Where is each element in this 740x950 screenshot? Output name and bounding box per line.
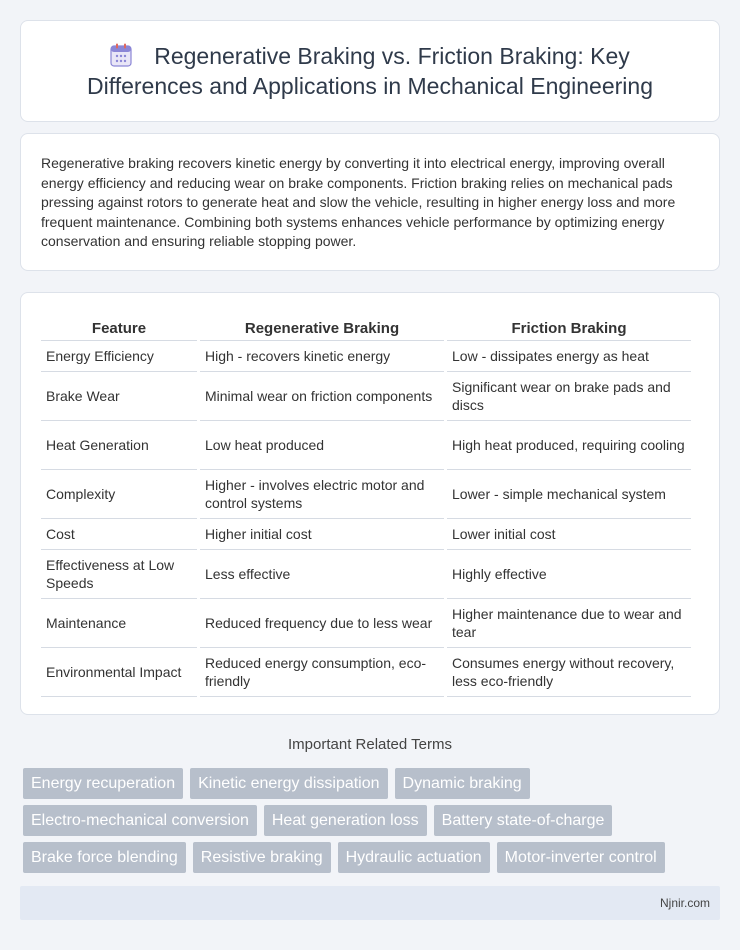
table-row: [41, 421, 691, 470]
table-row: [41, 470, 691, 519]
comparison-table-card: [20, 292, 720, 715]
term-tag[interactable]: Resistive braking: [193, 842, 331, 873]
cell-regenerative: Higher initial cost: [200, 519, 444, 550]
cell-friction: Consumes energy without recovery, less eco-friendly: [447, 648, 691, 697]
footer-site[interactable]: Njnir.com: [659, 896, 710, 910]
term-tag[interactable]: Kinetic energy dissipation: [190, 768, 387, 799]
term-tag[interactable]: Battery state-of-charge: [434, 805, 613, 836]
cell-friction: Significant wear on brake pads and discs: [447, 372, 691, 421]
cell-friction: Lower initial cost: [447, 519, 691, 550]
page-title: [50, 41, 690, 101]
cell-feature: Cost: [41, 519, 197, 550]
header-friction: Friction Braking: [447, 311, 691, 341]
term-tag[interactable]: Motor-inverter control: [497, 842, 665, 873]
cell-regenerative: High - recovers kinetic energy: [200, 341, 444, 372]
related-terms: [23, 768, 723, 879]
term-tag[interactable]: Energy recuperation: [23, 768, 183, 799]
term-tag[interactable]: Hydraulic actuation: [338, 842, 490, 873]
header-feature: Feature: [41, 311, 197, 341]
table-header-row: [41, 311, 691, 341]
cell-regenerative: Reduced frequency due to less wear: [200, 599, 444, 648]
cell-feature: Environmental Impact: [41, 648, 197, 697]
cell-regenerative: Less effective: [200, 550, 444, 599]
cell-regenerative: Minimal wear on friction components: [200, 372, 444, 421]
term-tag[interactable]: Electro-mechanical conversion: [23, 805, 257, 836]
term-tag[interactable]: Dynamic braking: [395, 768, 530, 799]
calendar-icon: [110, 43, 132, 67]
table-row: [41, 519, 691, 550]
cell-regenerative: Higher - involves electric motor and control systems: [200, 470, 444, 519]
cell-regenerative: Low heat produced: [200, 421, 444, 470]
header-regenerative: Regenerative Braking: [200, 311, 444, 341]
term-row: [23, 842, 723, 873]
cell-feature: Complexity: [41, 470, 197, 519]
table-row: [41, 599, 691, 648]
table-row: [41, 648, 691, 697]
cell-friction: Lower - simple mechanical system: [447, 470, 691, 519]
cell-friction: Higher maintenance due to wear and tear: [447, 599, 691, 648]
related-terms-title: Important Related Terms: [288, 736, 452, 753]
title-card: [20, 20, 720, 122]
cell-feature: Effectiveness at Low Speeds: [41, 550, 197, 599]
cell-feature: Energy Efficiency: [41, 341, 197, 372]
table-row: [41, 550, 691, 599]
cell-friction: High heat produced, requiring cooling: [447, 421, 691, 470]
term-row: [23, 805, 723, 836]
title-text: Regenerative Braking vs. Friction Braking: Key Differences and Applications in Mechanical Engineering: [87, 43, 653, 99]
cell-feature: Maintenance: [41, 599, 197, 648]
cell-feature: Heat Generation: [41, 421, 197, 470]
term-tag[interactable]: Brake force blending: [23, 842, 186, 873]
comparison-table: [38, 311, 694, 697]
cell-regenerative: Reduced energy consumption, eco-friendly: [200, 648, 444, 697]
footer: [20, 886, 720, 920]
cell-friction: Highly effective: [447, 550, 691, 599]
cell-feature: Brake Wear: [41, 372, 197, 421]
cell-friction: Low - dissipates energy as heat: [447, 341, 691, 372]
summary-card: [20, 133, 720, 271]
summary-text: Regenerative braking recovers kinetic energy by converting it into electrical energy, improving overall energy efficiency and reducing wear on brake components. Friction braking relies on mechanical pads pressing against rotors to generate heat and slow the vehicle, resulting in higher energy loss and more frequent maintenance. Combining both systems enhances vehicle performance by optimizing energy conservation and ensuring reliable stopping power.: [41, 155, 676, 249]
table-row: [41, 372, 691, 421]
table-row: [41, 341, 691, 372]
term-tag[interactable]: Heat generation loss: [264, 805, 427, 836]
term-row: [23, 768, 723, 799]
